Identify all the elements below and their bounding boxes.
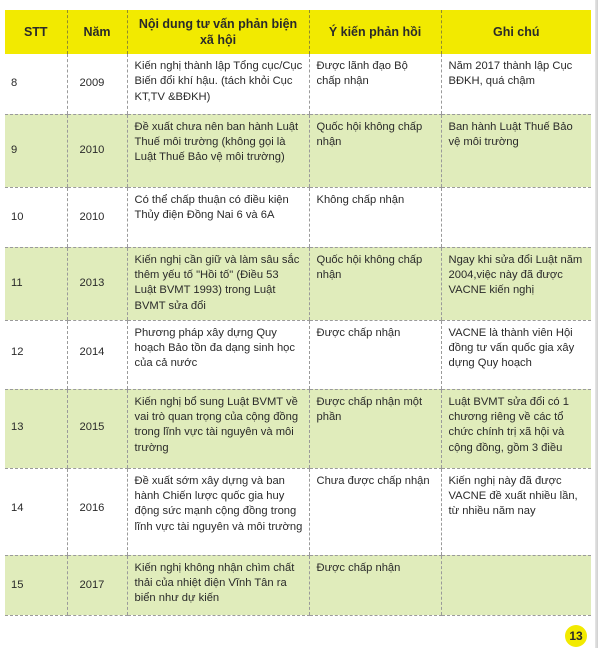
cell-notes: Ban hành Luật Thuế Bảo vệ môi trường	[441, 114, 591, 187]
cell-year: 2015	[67, 389, 127, 468]
document-page	[2, 0, 598, 648]
cell-stt: 8	[5, 54, 67, 114]
cell-stt: 13	[5, 389, 67, 468]
cell-feedback: Được chấp nhận	[309, 320, 441, 389]
cell-notes: VACNE là thành viên Hội đồng tư vấn quốc gia xây dựng Quy hoạch	[441, 320, 591, 389]
table-row	[5, 187, 591, 247]
cell-stt: 9	[5, 114, 67, 187]
cell-year: 2010	[67, 114, 127, 187]
cell-feedback: Quốc hội không chấp nhận	[309, 114, 441, 187]
header-notes: Ghi chú	[441, 10, 591, 54]
header-year: Năm	[67, 10, 127, 54]
cell-notes	[441, 187, 591, 247]
table-row	[5, 54, 591, 114]
table-row	[5, 468, 591, 555]
cell-year: 2017	[67, 555, 127, 615]
cell-feedback: Được lãnh đạo Bộ chấp nhận	[309, 54, 441, 114]
cell-content: Kiến nghị bổ sung Luật BVMT về vai trò quan trọng của cộng đồng trong lĩnh vực tài nguyên và môi trường	[127, 389, 309, 468]
cell-notes	[441, 555, 591, 615]
feedback-table	[5, 10, 591, 616]
cell-content: Đề xuất chưa nên ban hành Luật Thuế môi trường (không gọi là Luật Thuế Bảo vệ môi trường)	[127, 114, 309, 187]
cell-year: 2013	[67, 247, 127, 320]
cell-notes: Năm 2017 thành lập Cục BĐKH, quá chậm	[441, 54, 591, 114]
cell-stt: 11	[5, 247, 67, 320]
cell-notes: Kiến nghị này đã được VACNE đề xuất nhiều lần, từ nhiều năm nay	[441, 468, 591, 555]
cell-feedback: Không chấp nhận	[309, 187, 441, 247]
table-row	[5, 555, 591, 615]
table-header-row	[5, 10, 591, 54]
table-row	[5, 247, 591, 320]
cell-year: 2009	[67, 54, 127, 114]
cell-stt: 14	[5, 468, 67, 555]
table-row	[5, 389, 591, 468]
cell-year: 2010	[67, 187, 127, 247]
cell-content: Phương pháp xây dựng Quy hoạch Bảo tồn đa dạng sinh học của cả nước	[127, 320, 309, 389]
cell-year: 2016	[67, 468, 127, 555]
cell-notes: Ngay khi sửa đổi Luật năm 2004,việc này đã được VACNE kiến nghị	[441, 247, 591, 320]
cell-content: Đề xuất sớm xây dựng và ban hành Chiến lược quốc gia huy động sức mạnh cộng đồng trong lĩnh vực tài nguyên và môi trường	[127, 468, 309, 555]
header-stt: STT	[5, 10, 67, 54]
page-edge	[595, 0, 598, 648]
cell-year: 2014	[67, 320, 127, 389]
cell-feedback: Được chấp nhận	[309, 555, 441, 615]
cell-stt: 12	[5, 320, 67, 389]
cell-content: Kiến nghị thành lập Tổng cục/Cục Biến đổi khí hậu. (tách khỏi Cục KT,TV &BĐKH)	[127, 54, 309, 114]
header-feedback: Ý kiến phản hồi	[309, 10, 441, 54]
cell-feedback: Quốc hội không chấp nhận	[309, 247, 441, 320]
cell-feedback: Chưa được chấp nhận	[309, 468, 441, 555]
cell-content: Kiến nghị không nhận chìm chất thải của nhiệt điện Vĩnh Tân ra biển như dự kiến	[127, 555, 309, 615]
header-content: Nội dung tư vấn phản biện xã hội	[127, 10, 309, 54]
cell-feedback: Được chấp nhận một phần	[309, 389, 441, 468]
cell-content: Có thể chấp thuận có điều kiện Thủy điện Đồng Nai 6 và 6A	[127, 187, 309, 247]
cell-stt: 15	[5, 555, 67, 615]
cell-notes: Luật BVMT sửa đổi có 1 chương riêng về các tổ chức chính trị xã hội và cộng đồng, gồm 3 điều	[441, 389, 591, 468]
cell-stt: 10	[5, 187, 67, 247]
cell-content: Kiến nghị cần giữ và làm sâu sắc thêm yếu tố "Hồi tố" (Điều 53 Luật BVMT 1993) trong Luật BVMT sửa đổi	[127, 247, 309, 320]
table-row	[5, 320, 591, 389]
page-number-badge: 13	[565, 625, 587, 647]
table-row	[5, 114, 591, 187]
